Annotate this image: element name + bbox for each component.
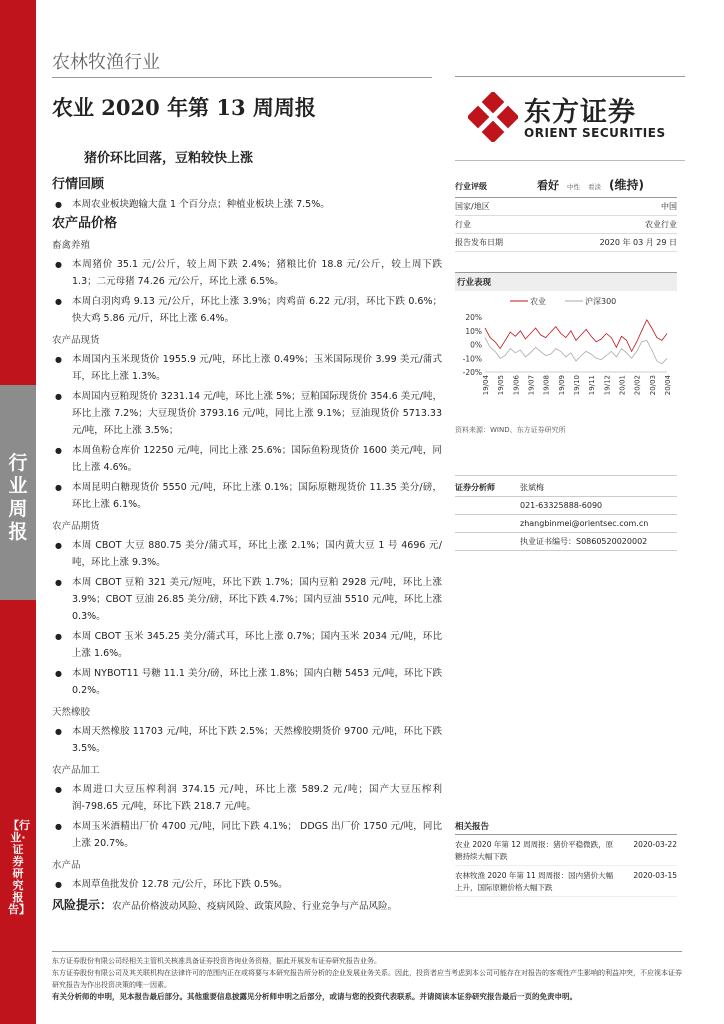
bullet-item: ● 本周国内豆粕现货价 3231.14 元/吨，环比上涨 5%；豆粕国际现货价 354.6 美元/吨，环比上涨 7.2%；大豆现货价 3793.16 元/吨，同比上涨 9.1%；豆油现货价 5713.33 元/吨，环比上涨 3.5%；	[52, 388, 442, 439]
vertical-report-type: 行业周报	[8, 452, 28, 543]
x-tick-label: 20/03	[648, 375, 657, 396]
info-row	[455, 234, 677, 252]
main-content	[52, 177, 442, 915]
page-title: 农业 2020 年第 13 周周报	[52, 95, 316, 120]
bullet-item: ● 本周昆明白糖现货价 5550 元/吨，环比上涨 0.1%；国际原糖现货价 11.35 美分/磅，环比上涨 6.1%。	[52, 479, 442, 513]
rating-status: (维持)	[609, 178, 644, 192]
disclaimer-line: 有关分析师的申明，见本报告最后部分。其他重要信息披露见分析师申明之后部分，或请与您的投资代表联系。并请阅读本证券研究报告最后一页的免责申明。	[52, 992, 577, 1001]
subsection-heading: 农产品现货	[52, 335, 100, 346]
bullet-item: ● 本周 CBOT 玉米 345.25 美分/蒲式耳，环比上涨 0.7%；国内玉米 2034 元/吨，环比上涨 1.6%。	[52, 628, 442, 662]
disclaimer-footer	[52, 951, 682, 1003]
legend-label: 农业	[530, 297, 546, 306]
info-key: 行业	[455, 220, 471, 229]
section-heading: 农产品价格	[52, 216, 118, 231]
rating-option-neutral: 中性	[567, 183, 580, 191]
related-title: 相关报告	[455, 820, 677, 835]
series-line	[485, 338, 667, 364]
subsection-heading: 农产品加工	[52, 765, 100, 776]
x-tick-label: 20/02	[633, 375, 642, 396]
x-tick-label: 19/11	[588, 375, 597, 396]
bullet-item: ● 本周玉米酒精出厂价 4700 元/吨，同比下跌 4.1%； DDGS 出厂价 1750 元/吨，同比上涨 20.7%。	[52, 818, 442, 852]
analyst-phone-row	[455, 497, 677, 515]
rating-row	[455, 176, 677, 198]
x-tick-label: 19/12	[603, 375, 612, 396]
related-item[interactable]	[455, 870, 677, 897]
vertical-report-category: 【行业·证券研究报告】	[8, 819, 30, 916]
related-item[interactable]	[455, 839, 677, 866]
x-tick-label: 19/10	[573, 375, 581, 396]
rating-option-negative: 看淡	[588, 183, 601, 191]
bullet-item: ● 本周 CBOT 豆粕 321 美元/短吨，环比下跌 1.7%；国内豆粕 2928 元/吨，环比上涨 3.9%；CBOT 豆油 26.85 美分/磅，环比下跌 4.7%；国内豆油 5510 元/吨，环比上涨 0.3%。	[52, 574, 442, 625]
performance-title: 行业表现	[455, 272, 677, 291]
bullet-item: ● 本周 NYBOT11 号糖 11.1 美分/磅，环比上涨 1.8%；国内白糖 5453 元/吨，环比下跌 0.2%。	[52, 665, 442, 699]
subsection-heading: 畜禽养殖	[52, 240, 91, 251]
bullet-item: ● 本周 CBOT 大豆 880.75 美分/蒲式耳，环比上涨 2.1%；国内黄大豆 1 号 4696 元/吨，环比上涨 9.3%。	[52, 537, 442, 571]
info-key: 报告发布日期	[455, 238, 503, 247]
analyst-block	[455, 475, 677, 551]
disclaimer-line: 东方证券股份有限公司经相关主管机关核准具备证券投资咨询业务资格，据此开展发布证券研究报告业务。	[52, 957, 381, 965]
industry-performance-chart	[455, 292, 677, 417]
analyst-license: 执业证书编号：S0860520020002	[520, 537, 648, 546]
y-tick-label: -10%	[462, 354, 482, 364]
analyst-phone: 021-63325888-6090	[520, 501, 603, 510]
y-tick-label: -20%	[462, 368, 482, 377]
info-value: 中国	[661, 202, 677, 211]
bullet-item: ● 本周猪价 35.1 元/公斤，较上周下跌 2.4%；猪粮比价 18.8 元/公斤，较上周下跌 1.3；二元母猪 74.26 元/公斤，环比上涨 6.5%。	[52, 256, 442, 290]
side-panel	[455, 176, 677, 252]
left-bar-bottom	[0, 600, 36, 1024]
chart-source: 资料来源：WIND、东方证券研究所	[455, 426, 566, 434]
x-tick-label: 19/04	[482, 375, 490, 396]
sector-label: 农林牧渔行业	[52, 52, 160, 73]
x-tick-label: 20/04	[664, 375, 672, 396]
left-bar-top	[0, 0, 36, 385]
subsection-heading: 天然橡胶	[52, 707, 91, 718]
x-tick-label: 19/08	[542, 375, 551, 396]
analyst-label: 证券分析师	[455, 483, 495, 492]
subsection-heading: 水产品	[52, 860, 81, 871]
y-tick-label: 10%	[465, 326, 482, 336]
bullet-item: ● 本周鱼粉仓库价 12250 元/吨，同比上涨 25.6%；国际鱼粉现货价 1600 美元/吨，同比上涨 4.6%。	[52, 442, 442, 476]
info-key: 国家/地区	[455, 202, 490, 211]
analyst-name: 张斌梅	[520, 483, 544, 492]
related-reports	[455, 820, 677, 901]
company-logo	[466, 90, 676, 146]
page-subtitle: 猪价环比回落，豆粕较快上涨	[84, 151, 254, 166]
analyst-name-row	[455, 479, 677, 497]
divider	[52, 77, 432, 78]
logo-text-en: ORIENT SECURITIES	[524, 126, 666, 140]
related-item-title[interactable]: 农业 2020 年第 12 周周报：猪价平稳微跌，原糖持续大幅下跌	[455, 840, 614, 861]
subsection-heading: 农产品期货	[52, 521, 100, 532]
analyst-license-row	[455, 533, 677, 551]
legend-label: 沪深300	[585, 297, 617, 306]
bullet-item: ● 本周天然橡胶 11703 元/吨，环比下跌 2.5%；天然橡胶期货价 9700 元/吨，环比下跌 3.5%。	[52, 723, 442, 757]
divider	[455, 76, 685, 77]
risk-text: 农产品价格波动风险、疫病风险、政策风险、行业竞争与产品风险。	[112, 901, 398, 912]
x-tick-label: 19/05	[497, 375, 506, 396]
y-tick-label: 0%	[470, 340, 482, 350]
x-tick-label: 20/01	[618, 375, 627, 396]
info-value: 2020 年 03 月 29 日	[599, 238, 677, 247]
rating-option-positive: 看好	[537, 179, 559, 192]
x-tick-label: 19/07	[527, 375, 536, 396]
left-color-bar	[0, 0, 36, 1024]
risk-warning	[52, 897, 442, 915]
risk-label: 风险提示：	[52, 898, 113, 912]
bullet-item: ● 本周进口大豆压榨利润 374.15 元/吨，环比上涨 589.2 元/吨；国产大豆压榨利润-798.65 元/吨，环比下跌 218.7 元/吨。	[52, 781, 442, 815]
disclaimer-line: 东方证券股份有限公司及其关联机构在法律许可的范围内正在或将要与本研究报告所分析的企业发展业务关系。因此，投资者应当考虑到本公司可能存在对报告的客观性产生影响的利益冲突，不应视本证券研究报告为作出投资决策的唯一因素。	[52, 969, 682, 989]
related-item-date: 2020-03-22	[633, 840, 677, 849]
info-row	[455, 198, 677, 216]
bullet-item: ● 本周白羽肉鸡 9.13 元/公斤，环比上涨 3.9%；肉鸡苗 6.22 元/羽，环比下跌 0.6%；快大鸡 5.86 元/斤，环比上涨 6.4%。	[52, 293, 442, 327]
series-line	[485, 320, 667, 352]
x-tick-label: 19/09	[557, 375, 566, 396]
logo-mark-icon	[468, 92, 518, 142]
related-item-date: 2020-03-15	[633, 871, 677, 880]
bullet-item: ● 本周草鱼批发价 12.78 元/公斤，环比下跌 0.5%。	[52, 876, 442, 893]
related-item-title[interactable]: 农林牧渔 2020 年第 11 周周报：国内猪价大幅上升，国际原糖价格大幅下跌	[455, 871, 614, 892]
analyst-email[interactable]: zhangbinmei@orientsec.com.cn	[520, 519, 649, 528]
bullet-item: ● 本周国内玉米现货价 1955.9 元/吨，环比上涨 0.49%；玉米国际现价 3.99 美元/蒲式耳，环比上涨 1.3%。	[52, 351, 442, 385]
x-tick-label: 19/06	[512, 375, 521, 396]
divider	[455, 160, 685, 161]
logo-text-cn: 东方证券	[524, 97, 636, 128]
info-row	[455, 216, 677, 234]
section-heading: 行情回顾	[52, 177, 105, 192]
rating-label: 行业评级	[455, 182, 487, 191]
info-value: 农业行业	[645, 220, 677, 229]
y-tick-label: 20%	[465, 313, 482, 322]
analyst-email-row	[455, 515, 677, 533]
bullet-item: ● 本周农业板块跑输大盘 1 个百分点；种植业板块上涨 7.5%。	[52, 196, 442, 213]
